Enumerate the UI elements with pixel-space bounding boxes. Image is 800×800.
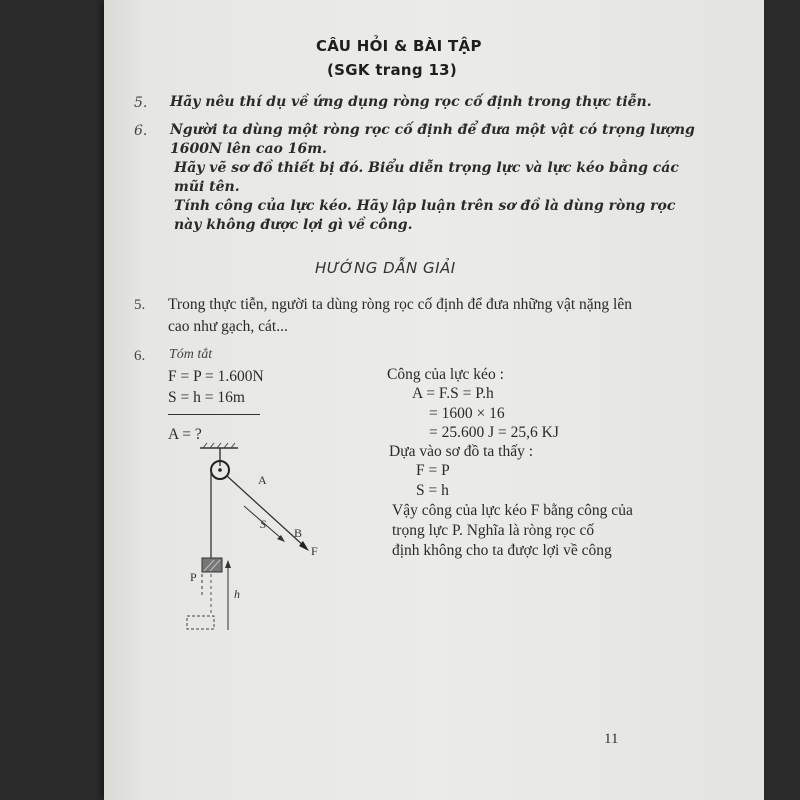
conclusion-line: định không cho ta được lợi về công — [392, 542, 612, 559]
answer-text: Trong thực tiễn, người ta dùng ròng rọc cố định để đưa những vật nặng lên — [168, 296, 632, 313]
pulley-diagram — [170, 440, 340, 640]
page-number: 11 — [604, 731, 619, 747]
work-line: = 1600 × 16 — [429, 405, 505, 422]
solution-heading: HƯỚNG DẪN GIẢI — [315, 259, 456, 277]
question-number: 5. — [134, 95, 148, 111]
label-h: h — [234, 587, 240, 601]
question-text: Tính công của lực kéo. Hãy lập luận trên sơ đồ là dùng ròng rọc — [174, 198, 676, 214]
answer-number: 5. — [134, 297, 146, 313]
label-s: S — [260, 517, 266, 531]
diagram-fact: F = P — [416, 462, 450, 479]
work-line: A = F.S = P.h — [412, 385, 494, 402]
label-f: F — [311, 544, 318, 558]
section-subtitle: (SGK trang 13) — [327, 61, 458, 79]
diagram-intro: Dựa vào sơ đồ ta thấy : — [389, 443, 534, 460]
label-p: P — [190, 570, 197, 584]
section-title: CÂU HỎI & BÀI TẬP — [316, 37, 482, 55]
summary-label: Tóm tắt — [169, 347, 213, 362]
answer-number: 6. — [134, 348, 146, 364]
pulley-axle — [218, 468, 222, 472]
given-value: F = P = 1.600N — [168, 368, 264, 385]
answer-text: cao như gạch, cát... — [168, 318, 288, 335]
unknown-value: A = ? — [168, 426, 202, 443]
work-label: Công của lực kéo : — [387, 366, 504, 383]
diagram-fact: S = h — [416, 482, 449, 499]
question-text: 1600N lên cao 16m. — [170, 141, 327, 157]
question-text: Người ta dùng một ròng rọc cố định để đưa một vật có trọng lượng — [170, 122, 695, 138]
question-text: Hãy vẽ sơ đồ thiết bị đó. Biểu diễn trọng lực và lực kéo bằng các — [174, 160, 679, 176]
height-arrow-head — [225, 560, 231, 568]
label-b: B — [294, 526, 303, 540]
given-value: S = h = 16m — [168, 389, 245, 406]
question-text: Hãy nêu thí dụ về ứng dụng ròng rọc cố định trong thực tiễn. — [170, 94, 652, 110]
label-a: A — [258, 473, 267, 487]
conclusion-line: trọng lực P. Nghĩa là ròng rọc cố — [392, 522, 595, 539]
question-text: mũi tên. — [174, 179, 240, 195]
work-line: = 25.600 J = 25,6 KJ — [429, 424, 559, 441]
load-start-position — [187, 616, 214, 629]
summary-divider — [168, 414, 260, 415]
question-text: này không được lợi gì về công. — [174, 217, 413, 233]
conclusion-line: Vậy công của lực kéo F bằng công của — [392, 502, 633, 519]
question-number: 6. — [134, 123, 148, 139]
